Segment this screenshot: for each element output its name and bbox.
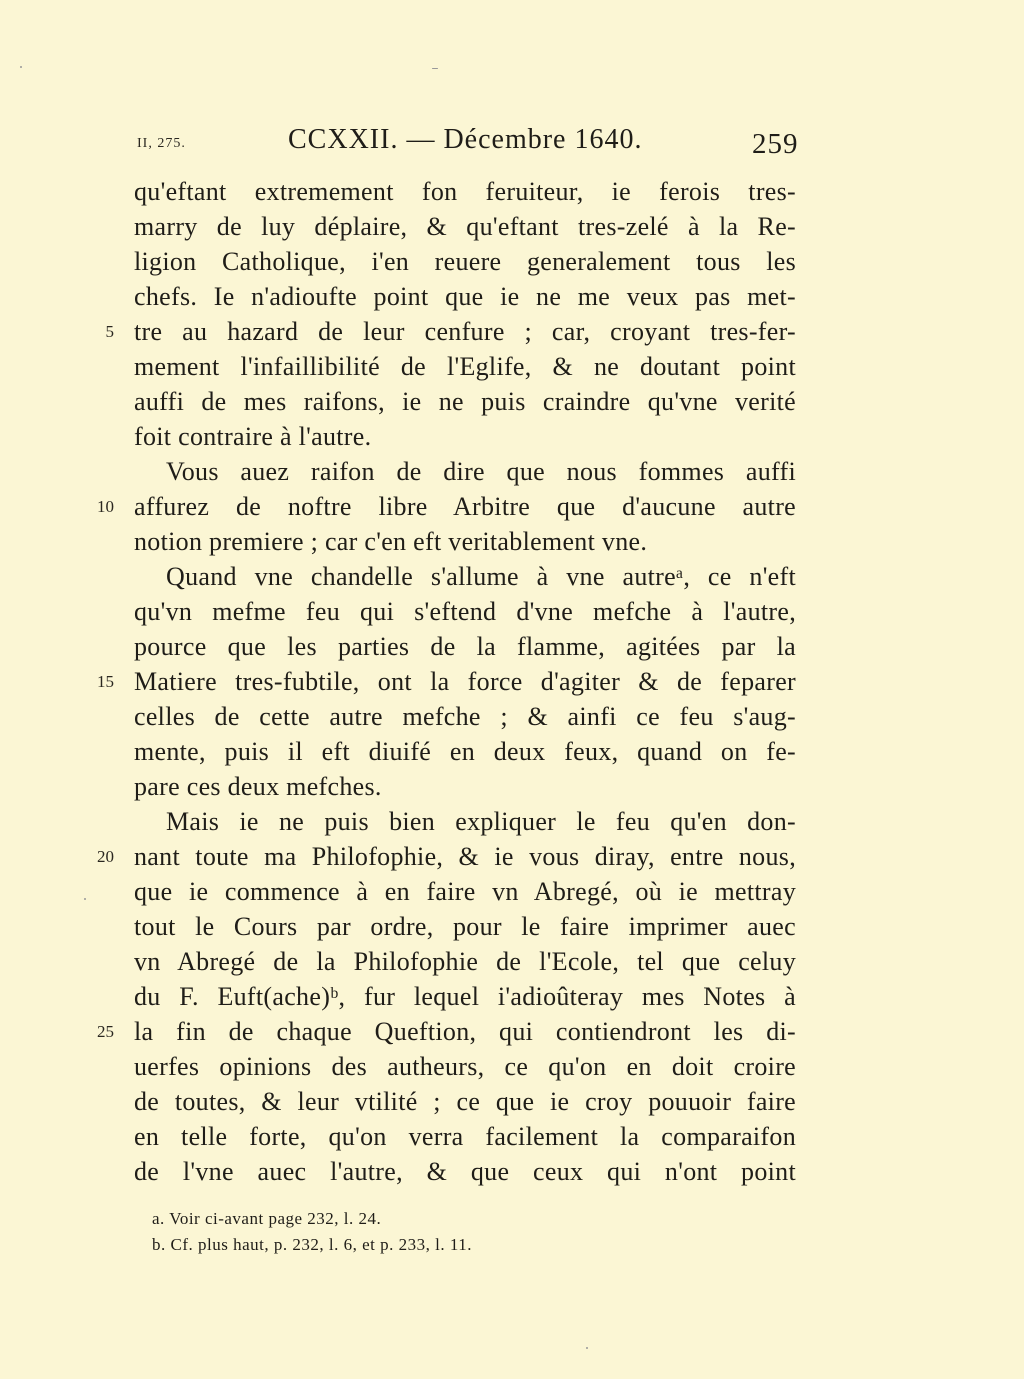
text-line: pare ces deux mefches. [134,772,382,801]
page-number: 259 [752,128,799,160]
line-number: 15 [97,672,114,691]
text-line: uerfes opinions des autheurs, ce qu'on en doit croire [134,1052,796,1081]
text-line: ligion Catholique, i'en reuere generalement tous les [134,247,796,276]
text-line: mement l'infaillibilité de l'Eglife, & ne doutant point [134,352,796,381]
text-line: chefs. Ie n'adioufte point que ie ne me veux pas met- [134,282,796,311]
text-line: de l'vne auec l'autre, & que ceux qui n'ont point [134,1157,796,1186]
text-line: Mais ie ne puis bien expliquer le feu qu'en don- [166,807,796,836]
text-line: la fin de chaque Queftion, qui contiendront les di- [134,1017,796,1046]
speck [432,68,438,69]
speck [20,66,22,68]
text-line: tout le Cours par ordre, pour le faire imprimer auec [134,912,796,941]
text-line: Quand vne chandelle s'allume à vne autreᵃ, ce n'eft [166,562,796,591]
text-line: qu'vn mefme feu qui s'eftend d'vne mefche à l'autre, [134,597,796,626]
text-line: celles de cette autre mefche ; & ainfi ce feu s'aug- [134,702,796,731]
text-line: marry de luy déplaire, & qu'eftant tres-zelé à la Re- [134,212,796,241]
text-line: qu'eftant extremement fon feruiteur, ie ferois tres- [134,177,796,206]
text-line: Matiere tres-fubtile, ont la force d'agiter & de feparer [134,667,796,696]
footnote: b. Cf. plus haut, p. 232, l. 6, et p. 233, l. 11. [152,1235,472,1254]
text-line: affurez de noftre libre Arbitre que d'aucune autre [134,492,796,521]
text-line: foit contraire à l'autre. [134,422,372,451]
line-number: 5 [105,322,114,341]
line-number: 10 [97,497,114,516]
text-line: en telle forte, qu'on verra facilement la comparaifon [134,1122,796,1151]
text-line: du F. Euft(ache)ᵇ, fur lequel i'adioûteray mes Notes à [134,982,796,1011]
speck [84,898,86,900]
page-reference: II, 275. [137,136,186,151]
page-title: CCXXII. — Décembre 1640. [288,124,643,155]
line-number: 25 [97,1022,114,1041]
text-line: auffi de mes raifons, ie ne puis craindre qu'vne verité [134,387,796,416]
text-line: pource que les parties de la flamme, agitées par la [134,632,796,661]
text-line: vn Abregé de la Philofophie de l'Ecole, tel que celuy [134,947,796,976]
text-line: de toutes, & leur vtilité ; ce que ie croy pouuoir faire [134,1087,796,1116]
text-line: tre au hazard de leur cenfure ; car, croyant tres-fer- [134,317,796,346]
line-number: 20 [97,847,114,866]
text-line: notion premiere ; car c'en eft veritablement vne. [134,527,648,556]
text-line: mente, puis il eft diuifé en deux feux, quand on fe- [134,737,796,766]
text-line: Vous auez raifon de dire que nous fommes auffi [166,457,796,486]
footnote: a. Voir ci-avant page 232, l. 24. [152,1209,382,1228]
text-line: que ie commence à en faire vn Abregé, où ie mettray [134,877,796,906]
speck [586,1347,588,1349]
text-line: nant toute ma Philofophie, & ie vous diray, entre nous, [134,842,796,871]
